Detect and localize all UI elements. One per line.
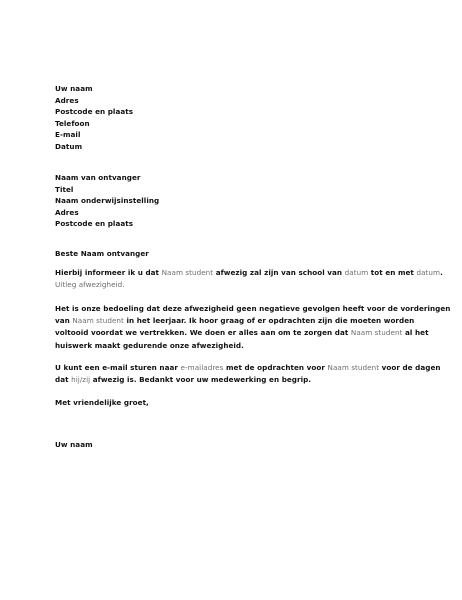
placeholder-start-date: datum (344, 268, 369, 277)
sender-address: Adres (55, 95, 79, 105)
text-run: U kunt een e-mail sturen naar (55, 363, 181, 372)
paragraph-line (55, 327, 429, 339)
text-run: voltooid voordat we vertrekken. We doen er alles aan om te zorgen dat (55, 328, 351, 338)
paragraph-line (55, 374, 417, 386)
text-run: in het leerjaar. Ik hoor graag of er opdrachten zijn die moeten worden (123, 316, 415, 326)
paragraph-homework (55, 303, 451, 352)
text-run: van (55, 316, 73, 326)
sender-name: Uw naam (55, 84, 93, 93)
signature (55, 439, 417, 451)
paragraph-absence-notice (55, 267, 443, 291)
recipient-title: Titel (55, 184, 74, 194)
placeholder-pronoun: hij/zij (71, 375, 91, 385)
letter-date: Datum (55, 141, 83, 151)
text-run: al het (402, 328, 429, 338)
placeholder-absence-explanation: Uitleg afwezigheid. (55, 280, 125, 290)
closing-text: Met vriendelijke groet, (55, 398, 149, 407)
salutation-text: Beste Naam ontvanger (55, 249, 149, 258)
paragraph-line (55, 315, 417, 327)
text-run: met de opdrachten voor (223, 363, 328, 372)
text-run: huiswerk maakt gedurende onze afwezigheid. (55, 340, 244, 350)
placeholder-student-name: Naam student (72, 316, 124, 326)
recipient-postcode-city: Postcode en plaats (55, 219, 134, 229)
sender-email: E-mail (55, 130, 81, 140)
paragraph-line (55, 303, 451, 315)
placeholder-student-name: Naam student (327, 363, 380, 372)
recipient-address: Adres (55, 207, 79, 217)
placeholder-email-address: e-mailadres (180, 363, 224, 372)
placeholder-student-name: Naam student (350, 328, 403, 338)
paragraph-line (55, 267, 443, 279)
paragraph-line (55, 362, 441, 374)
recipient-institution: Naam onderwijsinstelling (55, 196, 160, 206)
placeholder-student-name: Naam student (161, 268, 214, 277)
text-run: Het is onze bedoeling dat deze afwezigheid geen negatieve gevolgen heeft voor de vorderingen (55, 304, 451, 313)
placeholder-end-date: datum (416, 268, 441, 277)
paragraph-line (55, 279, 417, 291)
text-run: dat (55, 375, 72, 385)
text-run: . (440, 268, 443, 277)
signature-name: Uw naam (55, 440, 93, 449)
text-run: Hierbij informeer ik u dat (55, 268, 162, 277)
text-run: tot en met (368, 268, 417, 277)
recipient-name: Naam van ontvanger (55, 173, 141, 182)
sender-phone: Telefoon (55, 118, 90, 128)
paragraph-contact (55, 362, 441, 386)
sender-block (55, 83, 417, 153)
text-run: afwezig zal zijn van school van (213, 268, 345, 277)
text-run: voor de dagen (379, 363, 441, 372)
salutation (55, 248, 417, 260)
closing (55, 397, 417, 409)
paragraph-line (55, 340, 417, 352)
text-run: afwezig is. Bedankt voor uw medewerking en begrip. (90, 375, 312, 385)
sender-postcode-city: Postcode en plaats (55, 107, 134, 117)
recipient-block (55, 172, 417, 230)
